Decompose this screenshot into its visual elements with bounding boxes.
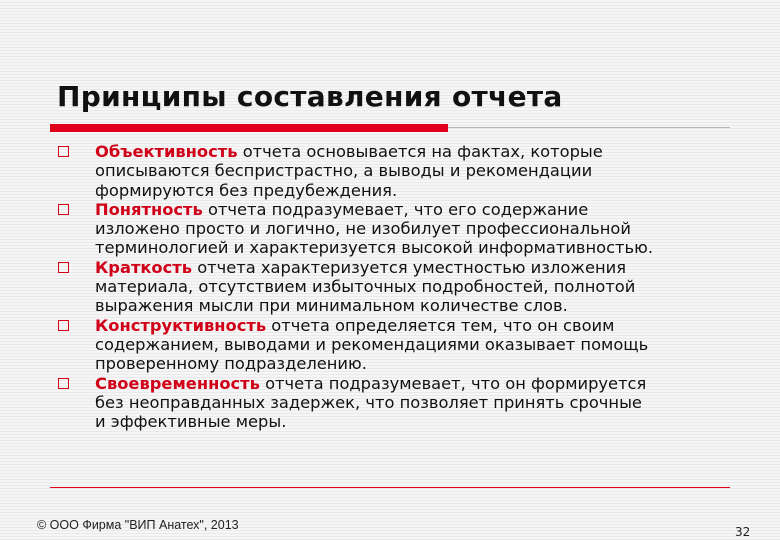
list-item <box>58 200 748 258</box>
hollow-square-bullet-icon <box>58 204 69 215</box>
bullet-text-line: отчета подразумевает, что его содержание <box>202 199 589 219</box>
bullet-term: Своевременность <box>95 373 260 393</box>
copyright-text: © ООО Фирма "ВИП Анатех", 2013 <box>37 518 239 532</box>
hollow-square-bullet-icon <box>58 262 69 273</box>
bullet-text-line: терминологией и характеризуется высокой информативностью. <box>95 238 654 258</box>
bullet-text-line: и эффективные меры. <box>95 412 287 432</box>
bullet-text-line: отчета подразумевает, что он формируется <box>259 373 647 393</box>
list-item <box>58 142 748 200</box>
bullet-text-line: без неоправданных задержек, что позволяет принять срочные <box>95 392 642 412</box>
bullet-text-line: выражения мысли при минимальном количестве слов. <box>95 296 568 316</box>
slide-title: Принципы составления отчета <box>57 80 563 113</box>
footer-divider-line <box>50 487 730 488</box>
page-number: 32 <box>735 525 751 539</box>
bullet-text-line: отчета основывается на фактах, которые <box>237 142 603 161</box>
hollow-square-bullet-icon <box>58 146 69 157</box>
bullet-text-line: материала, отсутствием избыточных подробностей, полнотой <box>95 277 636 297</box>
bullet-text-line: проверенному подразделению. <box>95 354 367 374</box>
bullet-term: Понятность <box>95 199 203 219</box>
hollow-square-bullet-icon <box>58 320 69 331</box>
title-divider-line <box>448 127 730 128</box>
bullet-text-line: описываются беспристрастно, а выводы и рекомендации <box>95 161 593 181</box>
bullet-text-line: содержанием, выводами и рекомендациями оказывает помощь <box>95 334 649 354</box>
list-item <box>58 316 748 374</box>
bullet-text-line: изложено просто и логично, не изобилует профессиональной <box>95 219 631 239</box>
principles-list <box>58 142 748 431</box>
bullet-text-line: отчета характеризуется уместностью изложения <box>192 257 626 277</box>
list-item <box>58 258 748 316</box>
bullet-term: Объективность <box>95 142 238 161</box>
bullet-text-line: формируются без предубеждения. <box>95 180 398 200</box>
list-item <box>58 374 748 432</box>
bullet-term: Краткость <box>95 257 193 277</box>
bullet-text-line: отчета определяется тем, что он своим <box>266 315 615 335</box>
bullet-term: Конструктивность <box>95 315 267 335</box>
hollow-square-bullet-icon <box>58 378 69 389</box>
title-underline-bar <box>50 124 448 132</box>
